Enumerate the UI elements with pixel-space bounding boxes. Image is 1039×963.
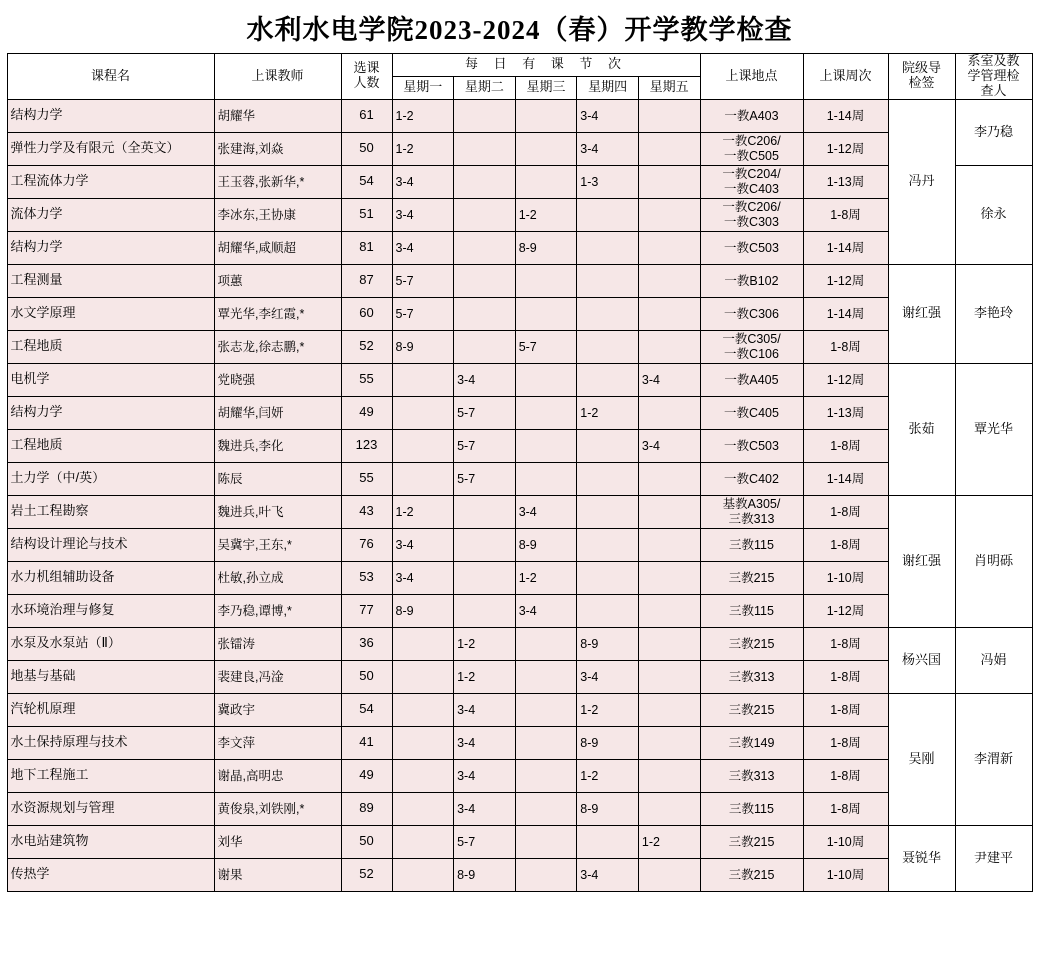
table-row bbox=[7, 858, 1032, 891]
cell-classroom: 一教B102 bbox=[700, 264, 803, 297]
header-classroom: 上课地点 bbox=[700, 54, 803, 100]
cell-slot-tue: 3-4 bbox=[454, 363, 516, 396]
cell-slot-fri bbox=[638, 759, 700, 792]
table-row bbox=[7, 165, 1032, 198]
table-row bbox=[7, 462, 1032, 495]
cell-slot-wed bbox=[515, 825, 577, 858]
cell-teacher: 党晓强 bbox=[214, 363, 341, 396]
cell-slot-thu: 3-4 bbox=[577, 858, 639, 891]
cell-enrollment-count: 60 bbox=[341, 297, 392, 330]
cell-classroom: 三教215 bbox=[700, 825, 803, 858]
cell-enrollment-count: 54 bbox=[341, 693, 392, 726]
cell-slot-wed bbox=[515, 264, 577, 297]
cell-slot-mon bbox=[392, 825, 454, 858]
cell-slot-tue: 5-7 bbox=[454, 396, 516, 429]
cell-weeks: 1-8周 bbox=[803, 759, 888, 792]
cell-slot-wed bbox=[515, 132, 577, 165]
cell-slot-thu: 1-2 bbox=[577, 693, 639, 726]
cell-classroom: 三教115 bbox=[700, 528, 803, 561]
cell-enrollment-count: 55 bbox=[341, 462, 392, 495]
cell-slot-mon bbox=[392, 858, 454, 891]
cell-enrollment-count: 81 bbox=[341, 231, 392, 264]
cell-slot-fri bbox=[638, 693, 700, 726]
cell-classroom: 基教A305/ 三教313 bbox=[700, 495, 803, 528]
cell-slot-wed bbox=[515, 627, 577, 660]
cell-slot-tue bbox=[454, 264, 516, 297]
cell-classroom: 一教C206/ 一教C505 bbox=[700, 132, 803, 165]
cell-slot-thu: 8-9 bbox=[577, 792, 639, 825]
cell-slot-thu: 3-4 bbox=[577, 132, 639, 165]
cell-classroom: 一教A405 bbox=[700, 363, 803, 396]
cell-slot-wed bbox=[515, 693, 577, 726]
cell-weeks: 1-12周 bbox=[803, 363, 888, 396]
cell-slot-fri: 1-2 bbox=[638, 825, 700, 858]
header-day-mon: 星期一 bbox=[392, 76, 454, 99]
cell-slot-fri bbox=[638, 627, 700, 660]
cell-slot-thu bbox=[577, 825, 639, 858]
cell-slot-mon: 1-2 bbox=[392, 132, 454, 165]
cell-slot-wed: 3-4 bbox=[515, 495, 577, 528]
cell-slot-fri bbox=[638, 264, 700, 297]
table-row bbox=[7, 792, 1032, 825]
cell-college-leader: 杨兴国 bbox=[888, 627, 955, 693]
cell-course-name: 工程地质 bbox=[7, 330, 214, 363]
cell-weeks: 1-14周 bbox=[803, 99, 888, 132]
cell-slot-fri: 3-4 bbox=[638, 363, 700, 396]
table-header bbox=[7, 54, 1032, 100]
cell-classroom: 三教215 bbox=[700, 627, 803, 660]
cell-slot-mon: 8-9 bbox=[392, 594, 454, 627]
cell-enrollment-count: 49 bbox=[341, 759, 392, 792]
cell-college-leader: 冯丹 bbox=[888, 99, 955, 264]
table-row bbox=[7, 693, 1032, 726]
cell-course-name: 水电站建筑物 bbox=[7, 825, 214, 858]
cell-classroom: 三教215 bbox=[700, 858, 803, 891]
cell-slot-tue: 3-4 bbox=[454, 792, 516, 825]
cell-slot-mon: 8-9 bbox=[392, 330, 454, 363]
header-day-tue: 星期二 bbox=[454, 76, 516, 99]
cell-slot-wed bbox=[515, 99, 577, 132]
cell-teacher: 裴建良,冯淦 bbox=[214, 660, 341, 693]
cell-slot-tue: 1-2 bbox=[454, 627, 516, 660]
cell-slot-fri bbox=[638, 165, 700, 198]
cell-course-name: 工程流体力学 bbox=[7, 165, 214, 198]
cell-college-leader: 张茹 bbox=[888, 363, 955, 495]
cell-department-inspector: 肖明砾 bbox=[955, 495, 1032, 627]
cell-course-name: 结构力学 bbox=[7, 231, 214, 264]
cell-enrollment-count: 87 bbox=[341, 264, 392, 297]
table-row bbox=[7, 264, 1032, 297]
cell-course-name: 结构力学 bbox=[7, 396, 214, 429]
cell-slot-fri bbox=[638, 528, 700, 561]
cell-course-name: 地基与基础 bbox=[7, 660, 214, 693]
cell-slot-fri bbox=[638, 792, 700, 825]
cell-enrollment-count: 53 bbox=[341, 561, 392, 594]
cell-classroom: 一教C305/ 一教C106 bbox=[700, 330, 803, 363]
cell-weeks: 1-8周 bbox=[803, 330, 888, 363]
cell-course-name: 流体力学 bbox=[7, 198, 214, 231]
cell-slot-wed bbox=[515, 759, 577, 792]
cell-slot-mon: 1-2 bbox=[392, 495, 454, 528]
cell-teacher: 胡耀华 bbox=[214, 99, 341, 132]
table-row bbox=[7, 660, 1032, 693]
cell-slot-thu bbox=[577, 363, 639, 396]
cell-slot-tue bbox=[454, 297, 516, 330]
cell-enrollment-count: 41 bbox=[341, 726, 392, 759]
cell-teacher: 覃光华,李红霞,* bbox=[214, 297, 341, 330]
cell-weeks: 1-8周 bbox=[803, 693, 888, 726]
cell-course-name: 汽轮机原理 bbox=[7, 693, 214, 726]
cell-classroom: 一教A403 bbox=[700, 99, 803, 132]
cell-slot-fri bbox=[638, 132, 700, 165]
cell-weeks: 1-10周 bbox=[803, 825, 888, 858]
cell-slot-fri bbox=[638, 297, 700, 330]
table-row bbox=[7, 528, 1032, 561]
cell-course-name: 水土保持原理与技术 bbox=[7, 726, 214, 759]
cell-course-name: 水文学原理 bbox=[7, 297, 214, 330]
cell-slot-wed bbox=[515, 363, 577, 396]
cell-slot-mon bbox=[392, 462, 454, 495]
table-row bbox=[7, 231, 1032, 264]
cell-slot-mon: 5-7 bbox=[392, 297, 454, 330]
cell-enrollment-count: 52 bbox=[341, 330, 392, 363]
cell-teacher: 胡耀华,咸顺超 bbox=[214, 231, 341, 264]
cell-enrollment-count: 89 bbox=[341, 792, 392, 825]
cell-weeks: 1-14周 bbox=[803, 462, 888, 495]
cell-teacher: 冀政宇 bbox=[214, 693, 341, 726]
header-enrollment-count: 选课 人数 bbox=[341, 54, 392, 100]
header-day-fri: 星期五 bbox=[638, 76, 700, 99]
cell-weeks: 1-12周 bbox=[803, 132, 888, 165]
table-row bbox=[7, 297, 1032, 330]
cell-enrollment-count: 52 bbox=[341, 858, 392, 891]
cell-slot-wed bbox=[515, 297, 577, 330]
cell-department-inspector: 尹建平 bbox=[955, 825, 1032, 891]
cell-course-name: 土力学（中/英） bbox=[7, 462, 214, 495]
cell-enrollment-count: 123 bbox=[341, 429, 392, 462]
cell-course-name: 水环境治理与修复 bbox=[7, 594, 214, 627]
cell-weeks: 1-8周 bbox=[803, 495, 888, 528]
table-row bbox=[7, 330, 1032, 363]
cell-slot-mon bbox=[392, 660, 454, 693]
page-title: 水利水电学院2023-2024（春）开学教学检查 bbox=[246, 15, 793, 45]
header-day-wed: 星期三 bbox=[515, 76, 577, 99]
cell-teacher: 项蕙 bbox=[214, 264, 341, 297]
cell-weeks: 1-14周 bbox=[803, 231, 888, 264]
cell-slot-thu: 3-4 bbox=[577, 99, 639, 132]
cell-slot-fri bbox=[638, 726, 700, 759]
cell-department-inspector: 李艳玲 bbox=[955, 264, 1032, 363]
cell-enrollment-count: 61 bbox=[341, 99, 392, 132]
cell-course-name: 水力机组辅助设备 bbox=[7, 561, 214, 594]
cell-slot-thu bbox=[577, 561, 639, 594]
cell-slot-mon bbox=[392, 396, 454, 429]
cell-classroom: 一教C503 bbox=[700, 231, 803, 264]
cell-slot-fri bbox=[638, 99, 700, 132]
cell-weeks: 1-8周 bbox=[803, 792, 888, 825]
cell-classroom: 三教313 bbox=[700, 660, 803, 693]
table-row bbox=[7, 726, 1032, 759]
cell-slot-thu bbox=[577, 231, 639, 264]
cell-weeks: 1-8周 bbox=[803, 627, 888, 660]
cell-slot-tue bbox=[454, 561, 516, 594]
cell-slot-fri: 3-4 bbox=[638, 429, 700, 462]
cell-teacher: 魏进兵,李化 bbox=[214, 429, 341, 462]
cell-slot-mon: 5-7 bbox=[392, 264, 454, 297]
cell-weeks: 1-8周 bbox=[803, 429, 888, 462]
cell-slot-fri bbox=[638, 330, 700, 363]
cell-slot-thu: 1-3 bbox=[577, 165, 639, 198]
table-row bbox=[7, 429, 1032, 462]
cell-slot-fri bbox=[638, 858, 700, 891]
teaching-inspection-table bbox=[7, 53, 1033, 892]
cell-classroom: 一教C306 bbox=[700, 297, 803, 330]
cell-course-name: 电机学 bbox=[7, 363, 214, 396]
header-daily-periods-group: 每 日 有 课 节 次 bbox=[392, 54, 700, 77]
cell-slot-mon bbox=[392, 363, 454, 396]
cell-slot-thu: 1-2 bbox=[577, 396, 639, 429]
cell-slot-fri bbox=[638, 231, 700, 264]
cell-weeks: 1-13周 bbox=[803, 165, 888, 198]
cell-slot-mon bbox=[392, 627, 454, 660]
cell-teacher: 魏进兵,叶飞 bbox=[214, 495, 341, 528]
cell-slot-tue: 5-7 bbox=[454, 462, 516, 495]
cell-slot-wed bbox=[515, 792, 577, 825]
cell-teacher: 李文萍 bbox=[214, 726, 341, 759]
cell-course-name: 岩土工程勘察 bbox=[7, 495, 214, 528]
cell-course-name: 工程测量 bbox=[7, 264, 214, 297]
cell-classroom: 三教215 bbox=[700, 561, 803, 594]
cell-course-name: 弹性力学及有限元（全英文） bbox=[7, 132, 214, 165]
cell-slot-tue: 1-2 bbox=[454, 660, 516, 693]
cell-college-leader: 谢红强 bbox=[888, 495, 955, 627]
cell-slot-mon: 3-4 bbox=[392, 561, 454, 594]
cell-slot-tue bbox=[454, 594, 516, 627]
cell-slot-tue bbox=[454, 330, 516, 363]
cell-slot-fri bbox=[638, 660, 700, 693]
cell-slot-wed: 5-7 bbox=[515, 330, 577, 363]
cell-college-leader: 吴刚 bbox=[888, 693, 955, 825]
cell-slot-mon bbox=[392, 759, 454, 792]
table-row bbox=[7, 363, 1032, 396]
cell-teacher: 刘华 bbox=[214, 825, 341, 858]
cell-slot-mon bbox=[392, 792, 454, 825]
cell-department-inspector: 覃光华 bbox=[955, 363, 1032, 495]
cell-weeks: 1-14周 bbox=[803, 297, 888, 330]
cell-slot-wed: 8-9 bbox=[515, 528, 577, 561]
cell-weeks: 1-10周 bbox=[803, 561, 888, 594]
cell-teacher: 王玉蓉,张新华,* bbox=[214, 165, 341, 198]
cell-slot-thu: 1-2 bbox=[577, 759, 639, 792]
cell-slot-wed bbox=[515, 462, 577, 495]
table-row bbox=[7, 561, 1032, 594]
table-body bbox=[7, 99, 1032, 891]
cell-slot-mon bbox=[392, 693, 454, 726]
cell-slot-thu: 8-9 bbox=[577, 726, 639, 759]
cell-slot-thu bbox=[577, 264, 639, 297]
cell-teacher: 胡耀华,闫妍 bbox=[214, 396, 341, 429]
cell-slot-mon: 1-2 bbox=[392, 99, 454, 132]
cell-slot-tue bbox=[454, 165, 516, 198]
cell-classroom: 一教C503 bbox=[700, 429, 803, 462]
cell-department-inspector: 李乃稳 bbox=[955, 99, 1032, 165]
cell-department-inspector: 徐永 bbox=[955, 165, 1032, 264]
cell-college-leader: 谢红强 bbox=[888, 264, 955, 363]
header-department-inspector: 系室及教 学管理检 查人 bbox=[955, 54, 1032, 100]
cell-slot-thu bbox=[577, 429, 639, 462]
cell-classroom: 一教C402 bbox=[700, 462, 803, 495]
cell-course-name: 水泵及水泵站（Ⅱ） bbox=[7, 627, 214, 660]
cell-enrollment-count: 77 bbox=[341, 594, 392, 627]
cell-enrollment-count: 49 bbox=[341, 396, 392, 429]
cell-slot-wed: 3-4 bbox=[515, 594, 577, 627]
cell-course-name: 传热学 bbox=[7, 858, 214, 891]
cell-weeks: 1-8周 bbox=[803, 528, 888, 561]
cell-slot-thu: 8-9 bbox=[577, 627, 639, 660]
cell-slot-thu bbox=[577, 462, 639, 495]
cell-slot-mon: 3-4 bbox=[392, 165, 454, 198]
cell-weeks: 1-10周 bbox=[803, 858, 888, 891]
cell-slot-wed: 1-2 bbox=[515, 561, 577, 594]
cell-enrollment-count: 36 bbox=[341, 627, 392, 660]
cell-slot-tue bbox=[454, 495, 516, 528]
cell-teacher: 张建海,刘焱 bbox=[214, 132, 341, 165]
cell-slot-tue: 3-4 bbox=[454, 693, 516, 726]
header-day-thu: 星期四 bbox=[577, 76, 639, 99]
cell-enrollment-count: 55 bbox=[341, 363, 392, 396]
table-row bbox=[7, 132, 1032, 165]
cell-slot-tue bbox=[454, 198, 516, 231]
table-row bbox=[7, 495, 1032, 528]
cell-teacher: 谢果 bbox=[214, 858, 341, 891]
header-college-leader: 院级导 检签 bbox=[888, 54, 955, 100]
cell-weeks: 1-8周 bbox=[803, 198, 888, 231]
cell-slot-wed: 8-9 bbox=[515, 231, 577, 264]
cell-classroom: 一教C405 bbox=[700, 396, 803, 429]
cell-slot-wed bbox=[515, 396, 577, 429]
cell-enrollment-count: 50 bbox=[341, 132, 392, 165]
cell-department-inspector: 李渭新 bbox=[955, 693, 1032, 825]
cell-slot-thu bbox=[577, 198, 639, 231]
table-row bbox=[7, 396, 1032, 429]
table-row bbox=[7, 759, 1032, 792]
cell-slot-tue bbox=[454, 528, 516, 561]
cell-enrollment-count: 50 bbox=[341, 660, 392, 693]
header-weeks: 上课周次 bbox=[803, 54, 888, 100]
table-row bbox=[7, 99, 1032, 132]
cell-course-name: 地下工程施工 bbox=[7, 759, 214, 792]
cell-slot-thu bbox=[577, 495, 639, 528]
cell-slot-wed bbox=[515, 726, 577, 759]
cell-slot-fri bbox=[638, 594, 700, 627]
cell-classroom: 一教C204/ 一教C403 bbox=[700, 165, 803, 198]
cell-course-name: 结构力学 bbox=[7, 99, 214, 132]
cell-teacher: 张志龙,徐志鹏,* bbox=[214, 330, 341, 363]
cell-teacher: 吴冀宇,王东,* bbox=[214, 528, 341, 561]
cell-classroom: 三教215 bbox=[700, 693, 803, 726]
cell-enrollment-count: 76 bbox=[341, 528, 392, 561]
header-teacher: 上课教师 bbox=[214, 54, 341, 100]
cell-teacher: 张镭涛 bbox=[214, 627, 341, 660]
cell-slot-wed bbox=[515, 660, 577, 693]
cell-enrollment-count: 43 bbox=[341, 495, 392, 528]
cell-slot-wed bbox=[515, 429, 577, 462]
cell-classroom: 三教149 bbox=[700, 726, 803, 759]
cell-slot-thu bbox=[577, 594, 639, 627]
cell-classroom: 一教C206/ 一教C303 bbox=[700, 198, 803, 231]
cell-slot-mon bbox=[392, 429, 454, 462]
cell-slot-tue: 3-4 bbox=[454, 759, 516, 792]
cell-slot-fri bbox=[638, 495, 700, 528]
cell-slot-tue: 3-4 bbox=[454, 726, 516, 759]
cell-college-leader: 聂锐华 bbox=[888, 825, 955, 891]
cell-enrollment-count: 50 bbox=[341, 825, 392, 858]
table-row bbox=[7, 198, 1032, 231]
cell-slot-mon: 3-4 bbox=[392, 198, 454, 231]
cell-slot-tue: 5-7 bbox=[454, 429, 516, 462]
cell-slot-mon bbox=[392, 726, 454, 759]
cell-slot-thu bbox=[577, 528, 639, 561]
cell-classroom: 三教313 bbox=[700, 759, 803, 792]
table-row bbox=[7, 627, 1032, 660]
header-row-1 bbox=[7, 54, 1032, 77]
cell-slot-tue bbox=[454, 132, 516, 165]
cell-weeks: 1-13周 bbox=[803, 396, 888, 429]
table-row bbox=[7, 825, 1032, 858]
cell-enrollment-count: 54 bbox=[341, 165, 392, 198]
cell-slot-wed: 1-2 bbox=[515, 198, 577, 231]
cell-slot-wed bbox=[515, 165, 577, 198]
cell-slot-fri bbox=[638, 462, 700, 495]
cell-course-name: 工程地质 bbox=[7, 429, 214, 462]
cell-slot-tue bbox=[454, 231, 516, 264]
cell-slot-thu bbox=[577, 297, 639, 330]
cell-weeks: 1-12周 bbox=[803, 264, 888, 297]
cell-weeks: 1-12周 bbox=[803, 594, 888, 627]
cell-teacher: 李乃稳,谭博,* bbox=[214, 594, 341, 627]
cell-slot-thu bbox=[577, 330, 639, 363]
cell-classroom: 三教115 bbox=[700, 792, 803, 825]
cell-slot-fri bbox=[638, 198, 700, 231]
cell-slot-tue bbox=[454, 99, 516, 132]
cell-slot-thu: 3-4 bbox=[577, 660, 639, 693]
cell-slot-wed bbox=[515, 858, 577, 891]
cell-slot-mon: 3-4 bbox=[392, 231, 454, 264]
cell-enrollment-count: 51 bbox=[341, 198, 392, 231]
cell-teacher: 李冰东,王协康 bbox=[214, 198, 341, 231]
cell-slot-fri bbox=[638, 561, 700, 594]
cell-department-inspector: 冯娟 bbox=[955, 627, 1032, 693]
cell-weeks: 1-8周 bbox=[803, 660, 888, 693]
header-course: 课程名 bbox=[7, 54, 214, 100]
cell-teacher: 谢晶,高明忠 bbox=[214, 759, 341, 792]
cell-teacher: 杜敏,孙立成 bbox=[214, 561, 341, 594]
cell-classroom: 三教115 bbox=[700, 594, 803, 627]
table-row bbox=[7, 594, 1032, 627]
cell-slot-mon: 3-4 bbox=[392, 528, 454, 561]
cell-slot-tue: 5-7 bbox=[454, 825, 516, 858]
cell-course-name: 结构设计理论与技术 bbox=[7, 528, 214, 561]
cell-slot-fri bbox=[638, 396, 700, 429]
cell-course-name: 水资源规划与管理 bbox=[7, 792, 214, 825]
cell-slot-tue: 8-9 bbox=[454, 858, 516, 891]
cell-teacher: 黄俊泉,刘铁刚,* bbox=[214, 792, 341, 825]
cell-weeks: 1-8周 bbox=[803, 726, 888, 759]
cell-teacher: 陈辰 bbox=[214, 462, 341, 495]
